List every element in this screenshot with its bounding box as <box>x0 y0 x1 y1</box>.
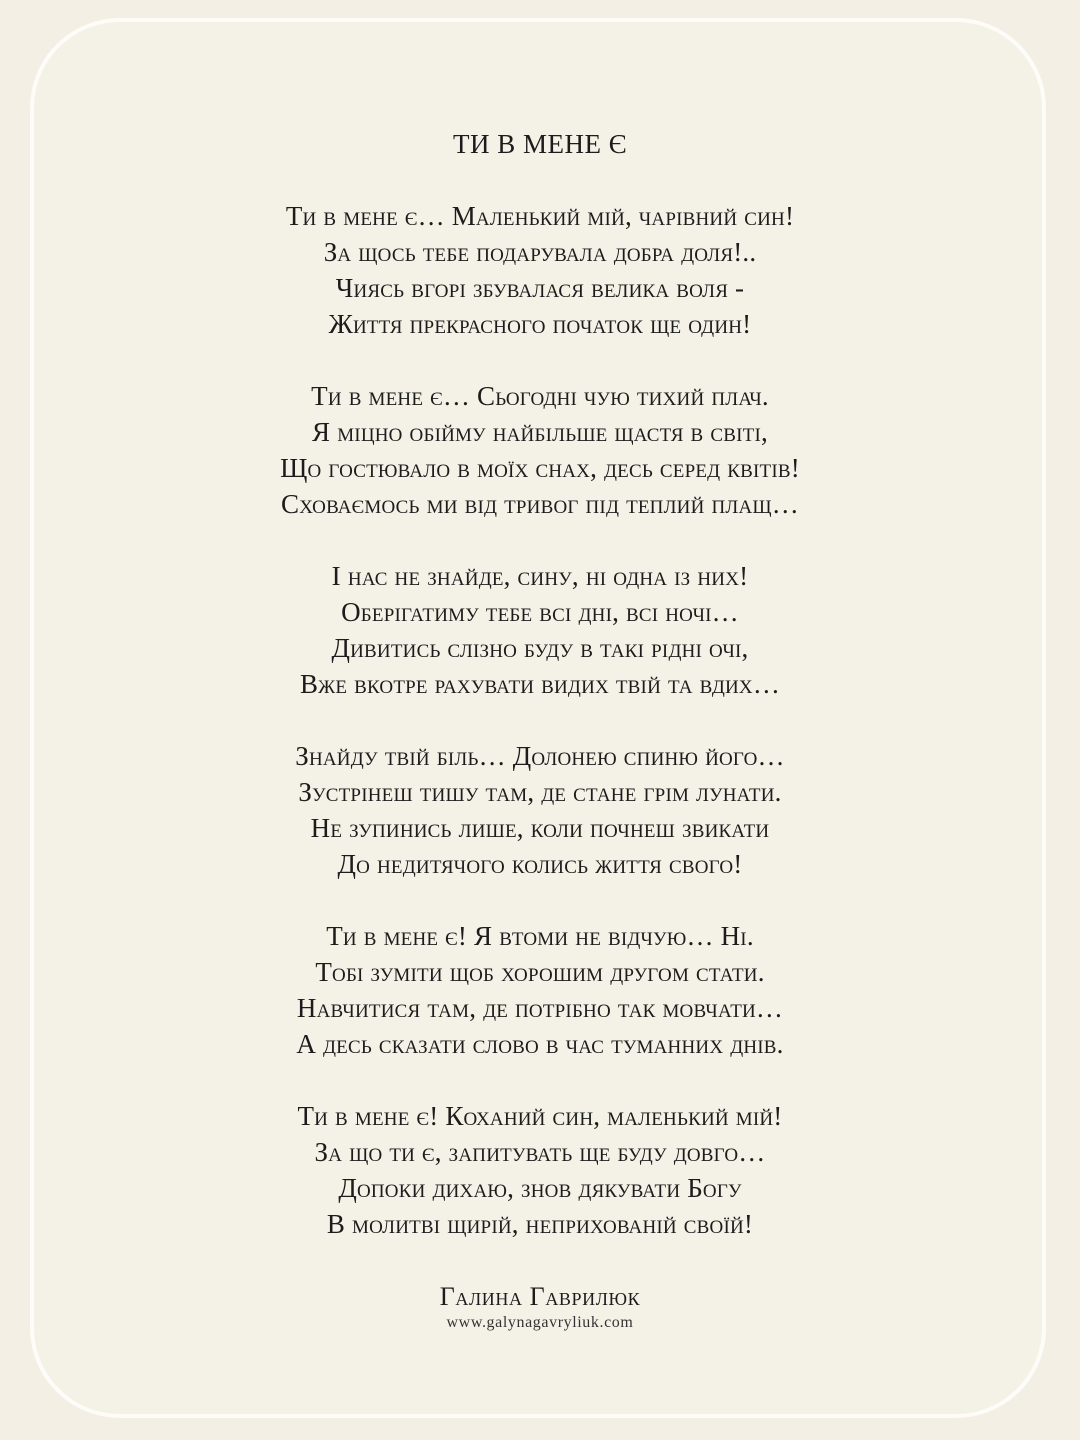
poem-line: Ти в мене є! Я втоми не відчую… Ні. <box>326 921 754 951</box>
poem-line: Не зупинись лише, коли почнеш звикати <box>310 813 770 843</box>
poem-line: Зустрінеш тишу там, де стане грім лунати. <box>298 777 782 807</box>
stanza-4 <box>0 738 1080 882</box>
poem-line: Оберігатиму тебе всі дні, всі ночі… <box>341 597 739 627</box>
author-website[interactable]: www.galynagavryliuk.com <box>446 1314 634 1331</box>
poem-line: Вже вкотре рахувати видих твій та вдих… <box>299 669 781 699</box>
stanza-5 <box>0 918 1080 1062</box>
poem-line: Знайду твій біль… Долонею спиню його… <box>295 741 785 771</box>
poem-line: В молитві щирій, неприхованій своїй! <box>326 1209 754 1239</box>
poem-body <box>0 198 1080 1278</box>
poem-line: Сховаємось ми від тривог під теплий плащ… <box>281 489 799 519</box>
poem-line: Життя прекрасного початок ще один! <box>328 309 752 339</box>
poem-line: Дивитись слізно буду в такі рідні очі, <box>331 633 749 663</box>
poem-line: Навчитися там, де потрібно так мовчати… <box>296 993 784 1023</box>
poem-line: Ти в мене є… Маленький мій, чарівний син! <box>285 201 795 231</box>
poem-line: І нас не знайде, сину, ні одна із них! <box>331 561 749 591</box>
poem-title: ТИ В МЕНЕ Є <box>452 129 628 159</box>
poem-line: За що ти є, запитувать ще буду довго… <box>314 1137 766 1167</box>
poem-line: До недитячого колись життя свого! <box>337 849 743 879</box>
poem-line: Тобі зуміти щоб хорошим другом стати. <box>315 957 765 987</box>
poem-line: За щось тебе подарувала добра доля!.. <box>323 237 757 267</box>
poem-line: Ти в мене є! Коханий син, маленький мій! <box>297 1101 783 1131</box>
stanza-1 <box>0 198 1080 342</box>
poem-line: Я міцно обійму найбільше щастя в світі, <box>312 417 768 447</box>
stanza-2 <box>0 378 1080 522</box>
poem-line: Допоки дихаю, знов дякувати Богу <box>338 1173 742 1203</box>
author-name: Галина Гаврилюк <box>439 1282 641 1311</box>
poem-line: А десь сказати слово в час туманних днів. <box>296 1029 784 1059</box>
stanza-3 <box>0 558 1080 702</box>
poem-line: Чиясь вгорі збувалася велика воля - <box>335 273 745 303</box>
stanza-6 <box>0 1098 1080 1242</box>
poem-line: Ти в мене є… Сьогодні чую тихий плач. <box>311 381 769 411</box>
poem-line: Що гостювало в моїх снах, десь серед квітів! <box>280 453 800 483</box>
